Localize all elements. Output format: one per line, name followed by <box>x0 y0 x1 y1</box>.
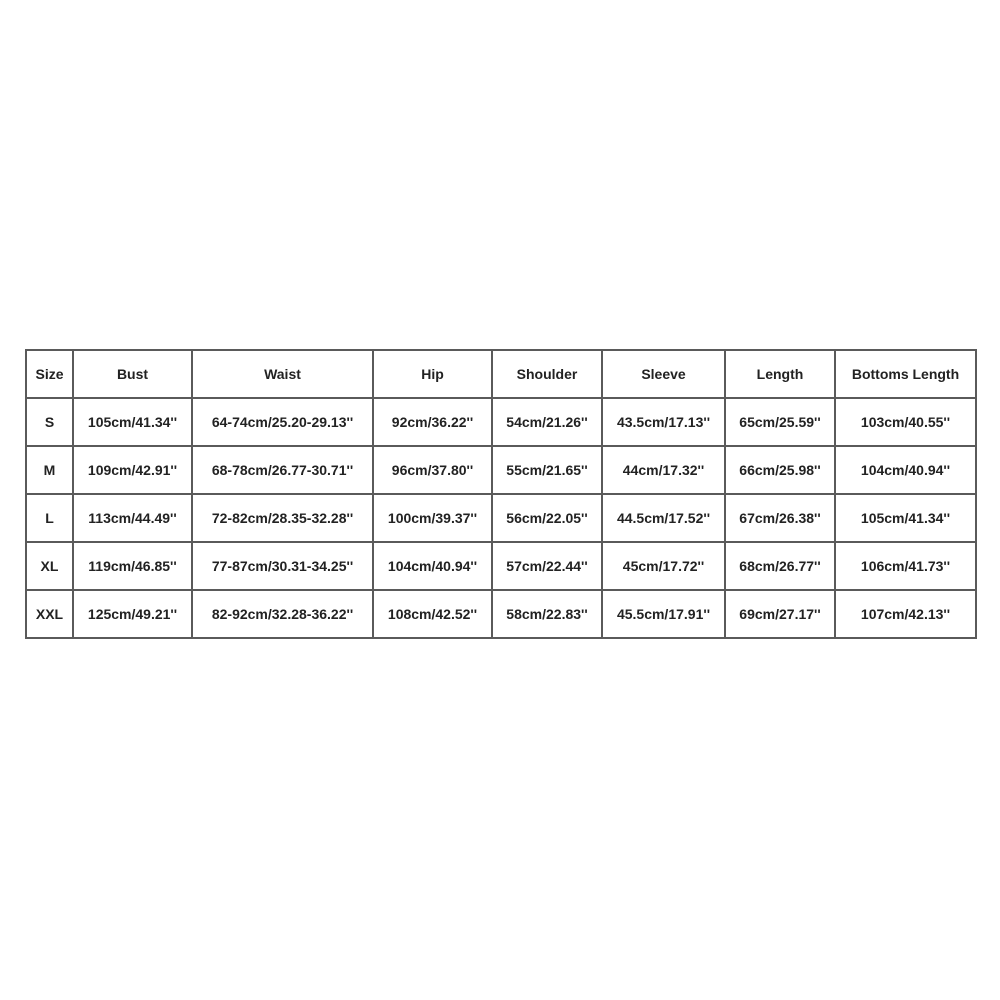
waist-cell: 64-74cm/25.20-29.13'' <box>192 398 373 446</box>
bottoms-length-cell: 106cm/41.73'' <box>835 542 976 590</box>
sleeve-cell: 45cm/17.72'' <box>602 542 725 590</box>
header-hip: Hip <box>373 350 492 398</box>
shoulder-cell: 58cm/22.83'' <box>492 590 602 638</box>
size-cell: XL <box>26 542 73 590</box>
size-cell: S <box>26 398 73 446</box>
waist-cell: 68-78cm/26.77-30.71'' <box>192 446 373 494</box>
hip-cell: 92cm/36.22'' <box>373 398 492 446</box>
header-waist: Waist <box>192 350 373 398</box>
shoulder-cell: 54cm/21.26'' <box>492 398 602 446</box>
waist-cell: 82-92cm/32.28-36.22'' <box>192 590 373 638</box>
table-row <box>26 398 976 446</box>
sleeve-cell: 43.5cm/17.13'' <box>602 398 725 446</box>
table-row <box>26 590 976 638</box>
bottoms-length-cell: 103cm/40.55'' <box>835 398 976 446</box>
hip-cell: 100cm/39.37'' <box>373 494 492 542</box>
header-size: Size <box>26 350 73 398</box>
size-cell: M <box>26 446 73 494</box>
sleeve-cell: 44cm/17.32'' <box>602 446 725 494</box>
shoulder-cell: 55cm/21.65'' <box>492 446 602 494</box>
bust-cell: 125cm/49.21'' <box>73 590 192 638</box>
sleeve-cell: 44.5cm/17.52'' <box>602 494 725 542</box>
waist-cell: 77-87cm/30.31-34.25'' <box>192 542 373 590</box>
header-shoulder: Shoulder <box>492 350 602 398</box>
table-row <box>26 542 976 590</box>
shoulder-cell: 56cm/22.05'' <box>492 494 602 542</box>
size-cell: XXL <box>26 590 73 638</box>
bust-cell: 119cm/46.85'' <box>73 542 192 590</box>
bottoms-length-cell: 105cm/41.34'' <box>835 494 976 542</box>
length-cell: 69cm/27.17'' <box>725 590 835 638</box>
bottoms-length-cell: 104cm/40.94'' <box>835 446 976 494</box>
hip-cell: 104cm/40.94'' <box>373 542 492 590</box>
table-row <box>26 446 976 494</box>
size-chart-table <box>25 349 977 639</box>
bust-cell: 113cm/44.49'' <box>73 494 192 542</box>
waist-cell: 72-82cm/28.35-32.28'' <box>192 494 373 542</box>
header-bottoms-length: Bottoms Length <box>835 350 976 398</box>
length-cell: 66cm/25.98'' <box>725 446 835 494</box>
hip-cell: 96cm/37.80'' <box>373 446 492 494</box>
bust-cell: 105cm/41.34'' <box>73 398 192 446</box>
bottoms-length-cell: 107cm/42.13'' <box>835 590 976 638</box>
bust-cell: 109cm/42.91'' <box>73 446 192 494</box>
length-cell: 68cm/26.77'' <box>725 542 835 590</box>
size-cell: L <box>26 494 73 542</box>
length-cell: 65cm/25.59'' <box>725 398 835 446</box>
sleeve-cell: 45.5cm/17.91'' <box>602 590 725 638</box>
hip-cell: 108cm/42.52'' <box>373 590 492 638</box>
table-row <box>26 494 976 542</box>
header-bust: Bust <box>73 350 192 398</box>
header-sleeve: Sleeve <box>602 350 725 398</box>
header-row <box>26 350 976 398</box>
length-cell: 67cm/26.38'' <box>725 494 835 542</box>
shoulder-cell: 57cm/22.44'' <box>492 542 602 590</box>
header-length: Length <box>725 350 835 398</box>
